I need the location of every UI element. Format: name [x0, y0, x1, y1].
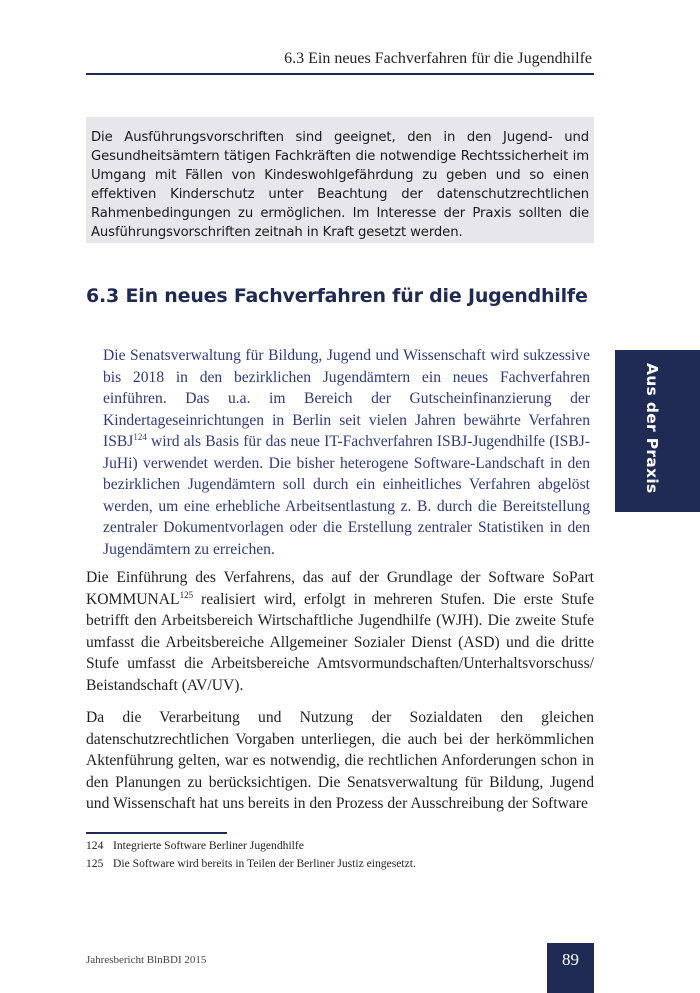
- p1-text-part-1: Die Einführung des Verfahrens, das auf der Grundlage der Software SoPart KOMMUNAL: [86, 569, 594, 608]
- summary-box: [86, 117, 594, 243]
- body-paragraph-1: [86, 567, 594, 696]
- page-number-box: [547, 943, 594, 993]
- footnotes: [86, 837, 594, 873]
- body-paragraph-2: Da die Verarbeitung und Nutzung der Sozialdaten den gleichen datenschutzrechtlichen Vorgaben unterliegen, die auch bei der herkömmlichen Aktenführung gelten, war es notwendig, die rechtlichen Anforderungen schon in den Planungen zu berücksichtigen. Die Senatsverwaltung für Bildung, Jugend und Wissenschaft hat uns bereits in den Prozess der Ausschreibung der Software: [86, 709, 594, 812]
- section-heading: 6.3 Ein neues Fachverfahren für die Jugendhilfe: [86, 285, 588, 307]
- intro-text-part-1: Die Senatsverwaltung für Bildung, Jugend und Wissenschaft wird sukzessive bis 2018 in den bezirklichen Jugendämtern ein neues Fachverfahren einführen. Das u.a. im Bereich der Gutscheinfinanzierung der Kindertageseinrichtungen in Berlin seit vielen Jahren bewährte Verfahren ISBJ: [103, 347, 590, 450]
- intro-paragraph: [103, 345, 590, 560]
- footnote-text: Die Software wird bereits in Teilen der Berliner Justiz eingesetzt.: [113, 857, 416, 870]
- header-rule: [86, 73, 594, 75]
- footnote-text: Integrierte Software Berliner Jugendhilfe: [113, 839, 304, 852]
- footnote-number: 124: [86, 839, 104, 852]
- footnote-ref-125: 125: [179, 589, 194, 600]
- intro-text-part-2: wird als Basis für das neue IT-Fachverfahren ISBJ-Jugendhilfe (ISBJ-JuHi) verwendet werden. Die bisher heterogene Software-Landschaft in den bezirklichen Jugendämtern soll durch ein einheitliches Verfahren abgelöst werden, um eine erhebliche Arbeitsentlastung z. B. durch die Bereitstellung zentraler Dokumentvorlagen oder die Erstellung zentraler Statistiken in den Jugendämtern zu erreichen.: [103, 433, 590, 558]
- footnote-rule: [86, 832, 227, 834]
- section-side-tab: [615, 350, 700, 512]
- side-tab-label: Aus der Praxis: [643, 363, 661, 494]
- p1-text-part-2: realisiert wird, erfolgt in mehreren Stufen. Die erste Stufe betrifft den Arbeitsbereich Wirtschaftliche Jugendhilfe (WJH). Die zweite Stufe umfasst die Arbeitsbereiche Allgemeiner Sozialer Dienst (ASD) und die dritte Stufe umfasst die Arbeitsbereiche Amtsvormundschaften/Unterhaltsvorschuss/ Beistandschaft (AV/UV).: [86, 590, 594, 694]
- footnote-item: [86, 855, 594, 873]
- footnote-number: 125: [86, 857, 104, 870]
- footer-report-label: Jahresbericht BlnBDI 2015: [86, 954, 207, 966]
- footnote-item: [86, 837, 594, 855]
- summary-text: Die Ausführungsvorschriften sind geeignet, den in den Jugend- und Gesundheitsämtern tätigen Fachkräften die notwendige Rechtssicherheit im Umgang mit Fällen von Kindeswohlgefährdung zu geben und so einen effektiven Kinderschutz unter Beachtung der datenschutzrechtlichen Rahmenbedingungen zu ermöglichen. Im Interesse der Praxis sollten die Ausführungsvorschriften zeitnah in Kraft gesetzt werden.: [91, 130, 589, 240]
- running-header: 6.3 Ein neues Fachverfahren für die Jugendhilfe: [284, 50, 592, 67]
- footnote-ref-124: 124: [133, 431, 147, 442]
- page-number: 89: [562, 950, 579, 969]
